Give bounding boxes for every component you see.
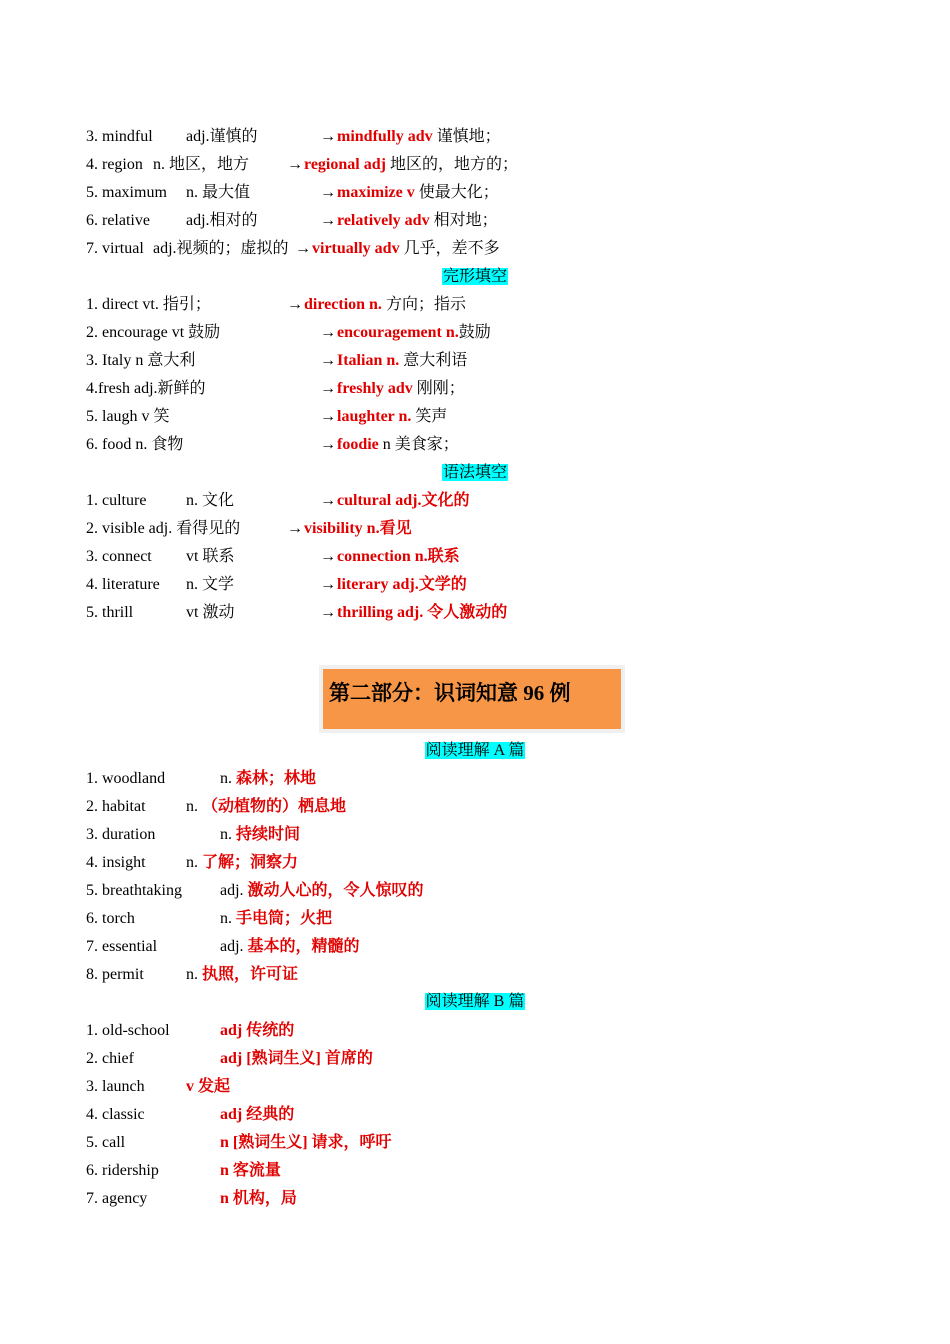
word-label: 1. culture (86, 492, 147, 509)
word-meaning: n 机构，局 (220, 1190, 297, 1207)
word-pos: n. 最大值 (186, 184, 251, 201)
word-pos: n. (220, 910, 232, 927)
section-heading-reading-b: 阅读理解 B 篇 (425, 993, 525, 1010)
derived-meaning: n 美食家； (378, 436, 459, 453)
word-label: 4. literature (86, 576, 160, 593)
word-label: 4. insight (86, 854, 146, 871)
arrow-icon: → (320, 408, 336, 425)
derived-meaning: 笑声 (411, 408, 448, 425)
word-label: 8. permit (86, 966, 144, 983)
word-pos: n. (220, 826, 232, 843)
derived-word: cultural adj.文化的 (337, 492, 470, 509)
derived-word: laughter n. (337, 408, 412, 425)
word-meaning: adj 经典的 (220, 1106, 295, 1123)
part-two-title: 第二部分：识词知意 96 例 (323, 669, 621, 729)
word-label: 4. region (86, 156, 143, 173)
arrow-icon: → (320, 548, 336, 565)
word-pos: adj. (220, 882, 244, 899)
word-meaning: （动植物的）栖息地 (198, 798, 347, 815)
word-meaning: n 客流量 (220, 1162, 281, 1179)
word-label: 3. connect (86, 548, 152, 565)
derived-meaning: 意大利语 (399, 352, 468, 369)
arrow-icon: → (320, 324, 336, 341)
word-meaning: adj [熟词生义] 首席的 (220, 1050, 373, 1067)
derived-meaning: 鼓励 (458, 324, 491, 341)
derived-meaning: 谨慎地； (432, 128, 501, 145)
word-label: 7. essential (86, 938, 158, 955)
word-pos: adj. (220, 938, 244, 955)
arrow-icon: → (320, 352, 336, 369)
word-pos: n. (220, 770, 232, 787)
word-label: 5. thrill (86, 604, 134, 621)
section-heading-reading-a: 阅读理解 A 篇 (425, 742, 525, 759)
derived-word: relatively adv (337, 212, 430, 229)
derived-word: foodie (337, 436, 379, 453)
word-meaning: n [熟词生义] 请求，呼吁 (220, 1134, 392, 1151)
derived-meaning: 使最大化； (414, 184, 499, 201)
word-pos: n. (186, 854, 198, 871)
word-meaning: 持续时间 (232, 826, 301, 843)
word-label: 5. maximum (86, 184, 167, 201)
derived-word: virtually adv (312, 240, 400, 257)
derived-word: maximize v (337, 184, 415, 201)
arrow-icon: → (320, 604, 336, 621)
arrow-icon: → (320, 492, 336, 509)
word-pos: adj.视频的；虚拟的 (153, 240, 289, 257)
part-two-banner (319, 665, 625, 733)
arrow-icon: → (320, 436, 336, 453)
arrow-icon: → (320, 576, 336, 593)
word-meaning: 手电筒；火把 (232, 910, 333, 927)
word-label: 3. Italy n 意大利 (86, 352, 196, 369)
derived-word: freshly adv (337, 380, 413, 397)
derived-word: visibility n.看见 (304, 520, 412, 537)
word-pos: n. (186, 966, 198, 983)
word-pos: n. 地区，地方 (153, 156, 250, 173)
arrow-icon: → (320, 184, 336, 201)
section-heading-grammar: 语法填空 (442, 464, 507, 481)
derived-word: regional adj (304, 156, 386, 173)
word-label: 3. mindful (86, 128, 153, 145)
arrow-icon: → (320, 212, 336, 229)
arrow-icon: → (287, 156, 303, 173)
word-label: 5. laugh v 笑 (86, 408, 170, 425)
arrow-icon: → (287, 296, 303, 313)
word-label: 2. encourage vt 鼓励 (86, 324, 221, 341)
arrow-icon: → (320, 128, 336, 145)
word-label: 6. relative (86, 212, 150, 229)
word-label: 3. launch (86, 1078, 145, 1095)
word-label: 1. direct vt. 指引； (86, 296, 211, 313)
arrow-icon: → (295, 240, 311, 257)
word-pos: vt 激动 (186, 604, 235, 621)
word-pos: n. 文学 (186, 576, 235, 593)
word-pos: adj.相对的 (186, 212, 258, 229)
word-meaning: adj 传统的 (220, 1022, 295, 1039)
derived-meaning: 刚刚； (412, 380, 465, 397)
word-label: 2. visible adj. 看得见的 (86, 520, 241, 537)
word-pos: n. 文化 (186, 492, 235, 509)
word-label: 6. torch (86, 910, 135, 927)
word-meaning: 森林；林地 (232, 770, 317, 787)
word-meaning: 执照，许可证 (198, 966, 299, 983)
word-meaning: 基本的，精髓的 (243, 938, 360, 955)
word-meaning: 了解；洞察力 (198, 854, 299, 871)
derived-meaning: 地区的，地方的； (385, 156, 518, 173)
word-pos: n. (186, 798, 198, 815)
word-label: 7. agency (86, 1190, 148, 1207)
word-label: 1. woodland (86, 770, 166, 787)
word-pos: vt 联系 (186, 548, 235, 565)
arrow-icon: → (320, 380, 336, 397)
derived-word: connection n.联系 (337, 548, 460, 565)
derived-word: mindfully adv (337, 128, 433, 145)
arrow-icon: → (287, 520, 303, 537)
word-label: 5. call (86, 1134, 126, 1151)
derived-word: encouragement n. (337, 324, 459, 341)
derived-word: Italian n. (337, 352, 400, 369)
word-label: 6. food n. 食物 (86, 436, 184, 453)
word-label: 1. old-school (86, 1022, 170, 1039)
derived-word: direction n. (304, 296, 382, 313)
word-pos: adj.谨慎的 (186, 128, 258, 145)
section-heading-cloze: 完形填空 (442, 268, 507, 285)
word-label: 7. virtual (86, 240, 144, 257)
word-label: 2. chief (86, 1050, 134, 1067)
word-meaning: v 发起 (186, 1078, 231, 1095)
derived-meaning: 相对地； (429, 212, 498, 229)
derived-word: thrilling adj. 令人激动的 (337, 604, 508, 621)
word-label: 4. classic (86, 1106, 145, 1123)
word-label: 2. habitat (86, 798, 146, 815)
derived-meaning: 方向；指示 (381, 296, 466, 313)
word-meaning: 激动人心的，令人惊叹的 (243, 882, 424, 899)
derived-word: literary adj.文学的 (337, 576, 467, 593)
word-label: 6. ridership (86, 1162, 159, 1179)
word-label: 4.fresh adj.新鲜的 (86, 380, 206, 397)
word-label: 3. duration (86, 826, 156, 843)
word-label: 5. breathtaking (86, 882, 182, 899)
derived-meaning: 几乎，差不多 (399, 240, 500, 257)
